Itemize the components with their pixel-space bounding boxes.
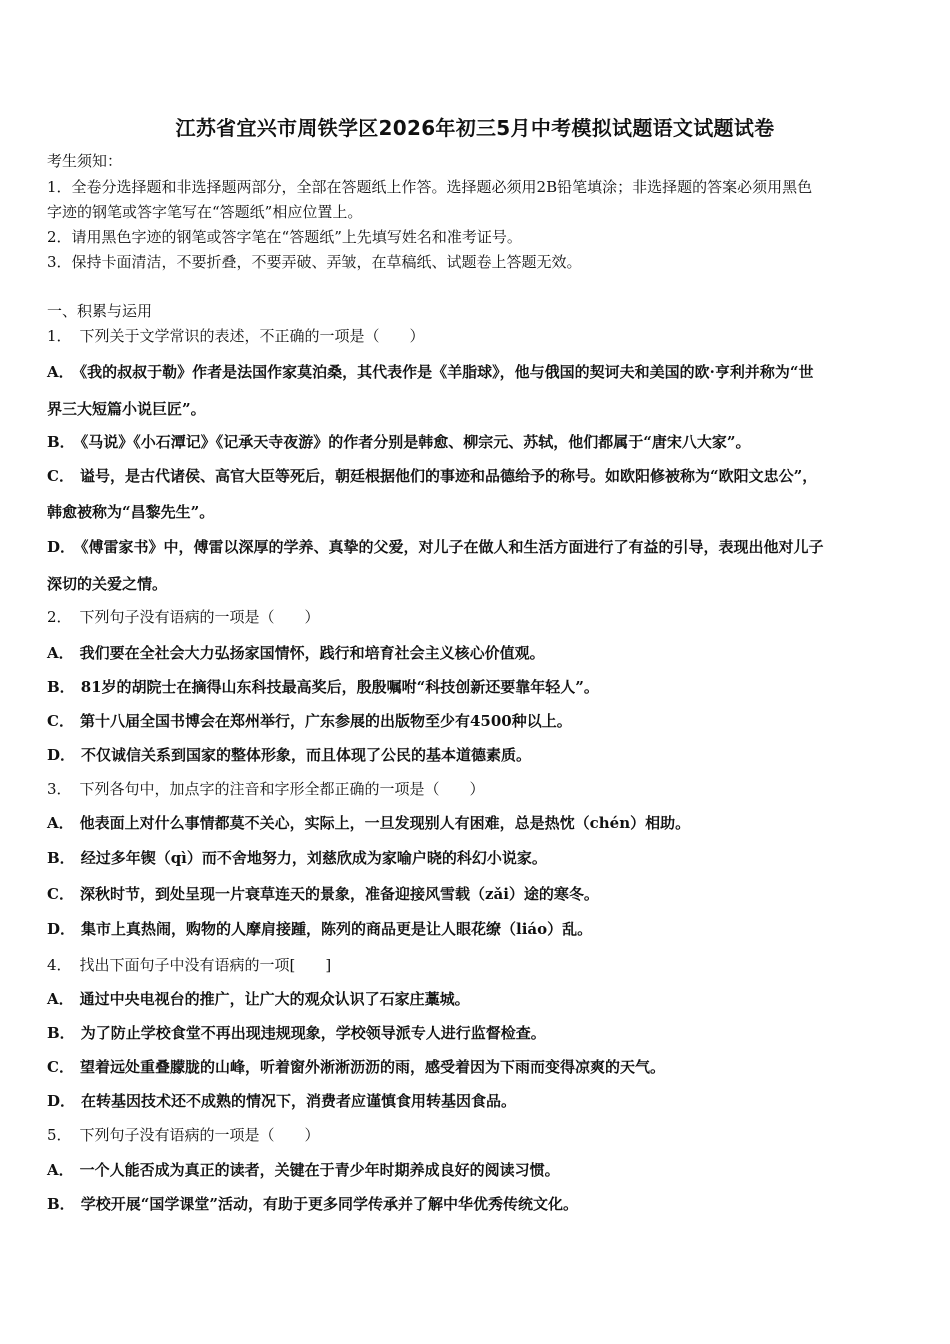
notice-heading: 考生须知：: [47, 152, 123, 170]
option-text: 在转基因技术还不成熟的情况下，消费者应谨慎食用转基因食品。: [81, 1092, 517, 1110]
option-b: [47, 847, 915, 869]
option-text: 他表面上对什么事情都莫不关心，实际上，一旦发现别人有困难，总是热忱（chén）相助。: [79, 814, 691, 832]
question-stem: [47, 325, 915, 347]
option-key: C．: [47, 1058, 74, 1076]
option-text: 谥号，是古代诸侯、高官大臣等死后，朝廷根据他们的事迹和品德给予的称号。如欧阳修被称为“欧阳文忠公”，: [79, 467, 818, 485]
option-b: [47, 676, 915, 698]
option-key: A．: [47, 644, 74, 662]
option-key: B．: [47, 1024, 75, 1042]
option-text: 一个人能否成为真正的读者，关键在于青少年时期养成良好的阅读习惯。: [79, 1161, 560, 1179]
option-key: B．: [47, 849, 75, 867]
option-d: [47, 536, 915, 558]
option-text: 不仅诚信关系到国家的整体形象，而且体现了公民的基本道德素质。: [81, 746, 532, 764]
notice-line: 字迹的钢笔或答字笔写在“答题纸”相应位置上。: [47, 203, 363, 221]
option-text: 集市上真热闹，购物的人摩肩接踵，陈列的商品更是让人眼花缭（liáo）乱。: [81, 920, 593, 938]
question-text: 下列句子没有语病的一项是（ ）: [79, 1126, 320, 1144]
option-key: B．: [47, 678, 75, 696]
option-a: [47, 1159, 915, 1181]
option-b: [47, 1022, 915, 1044]
option-key: C．: [47, 885, 74, 903]
option-key: A．: [47, 363, 74, 381]
option-d: [47, 1090, 915, 1112]
option-d: [47, 918, 915, 940]
page-title: 江苏省宜兴市周铁学区2026年初三5月中考模拟试题语文试题试卷: [175, 116, 775, 140]
notice-line: 2．请用黑色字迹的钢笔或答字笔在“答题纸”上先填写姓名和准考证号。: [47, 228, 522, 246]
option-key: C．: [47, 467, 74, 485]
option-text: 通过中央电视台的推广，让广大的观众认识了石家庄藁城。: [79, 990, 470, 1008]
option-text: 经过多年锲（qì）而不舍地努力，刘慈欣成为家喻户晓的科幻小说家。: [80, 849, 547, 867]
question-number: 5．: [47, 1126, 72, 1144]
option-key: A．: [47, 990, 74, 1008]
option-key: B．: [47, 1195, 75, 1213]
question-number: 3．: [47, 780, 72, 798]
option-text: 为了防止学校食堂不再出现违规现象，学校领导派专人进行监督检查。: [80, 1024, 546, 1042]
question-stem: [47, 778, 915, 800]
option-text: 学校开展“国学课堂”活动，有助于更多同学传承并了解中华优秀传统文化。: [80, 1195, 578, 1213]
option-key: C．: [47, 712, 74, 730]
question-number: 1．: [47, 327, 72, 345]
option-text: 《我的叔叔于勒》作者是法国作家莫泊桑，其代表作是《羊脂球》，他与俄国的契诃夫和美国的欧·亨利并称为“世: [79, 363, 814, 381]
question-stem: [47, 954, 915, 976]
option-c: [47, 710, 915, 732]
question-text: 找出下面句子中没有语病的一项[ ]: [79, 956, 332, 974]
question-text: 下列各句中，加点字的注音和字形全都正确的一项是（ ）: [79, 780, 485, 798]
option-d-cont: 深切的关爱之情。: [47, 575, 168, 593]
option-key: B．: [47, 433, 75, 451]
option-c-cont: 韩愈被称为“昌黎先生”。: [47, 503, 215, 521]
option-key: D．: [47, 920, 76, 938]
option-text: 深秋时节，到处呈现一片衰草连天的景象，准备迎接风雪载（zǎi）途的寒冬。: [79, 885, 599, 903]
option-b: [47, 431, 915, 453]
option-c: [47, 1056, 915, 1078]
question-text: 下列句子没有语病的一项是（ ）: [79, 608, 320, 626]
option-key: A．: [47, 1161, 74, 1179]
option-a: [47, 812, 915, 834]
option-text: 《马说》《小石潭记》《记承天寺夜游》的作者分别是韩愈、柳宗元、苏轼，他们都属于“唐宋八大家”。: [80, 433, 751, 451]
option-text: 第十八届全国书博会在郑州举行，广东参展的出版物至少有4500种以上。: [79, 712, 572, 730]
option-key: D．: [47, 746, 76, 764]
option-text: 我们要在全社会大力弘扬家国情怀，践行和培育社会主义核心价值观。: [79, 644, 545, 662]
option-c: [47, 883, 915, 905]
option-key: D．: [47, 1092, 76, 1110]
option-a: [47, 988, 915, 1010]
notice-line: 3．保持卡面清洁，不要折叠，不要弄破、弄皱，在草稿纸、试题卷上答题无效。: [47, 253, 582, 271]
option-text: 81岁的胡院士在摘得山东科技最高奖后，殷殷嘱咐“科技创新还要靠年轻人”。: [80, 678, 599, 696]
notice-line: 1．全卷分选择题和非选择题两部分，全部在答题纸上作答。选择题必须用2B铅笔填涂；非选择题的答案必须用黑色: [47, 178, 813, 196]
option-d: [47, 744, 915, 766]
question-stem: [47, 606, 915, 628]
option-key: A．: [47, 814, 74, 832]
option-a-cont: 界三大短篇小说巨匠”。: [47, 400, 206, 418]
question-number: 2．: [47, 608, 72, 626]
option-text: 望着远处重叠朦胧的山峰，听着窗外淅淅沥沥的雨，感受着因为下雨而变得凉爽的天气。: [79, 1058, 665, 1076]
option-c: [47, 465, 915, 487]
option-a: [47, 361, 915, 383]
section-heading: 一、积累与运用: [47, 302, 153, 320]
option-key: D．: [47, 538, 76, 556]
question-text: 下列关于文学常识的表述，不正确的一项是（ ）: [79, 327, 425, 345]
option-b: [47, 1193, 915, 1215]
option-text: 《傅雷家书》中，傅雷以深厚的学养、真挚的父爱，对儿子在做人和生活方面进行了有益的引导，表现出他对儿子: [81, 538, 824, 556]
question-number: 4．: [47, 956, 72, 974]
option-a: [47, 642, 915, 664]
question-stem: [47, 1124, 915, 1146]
